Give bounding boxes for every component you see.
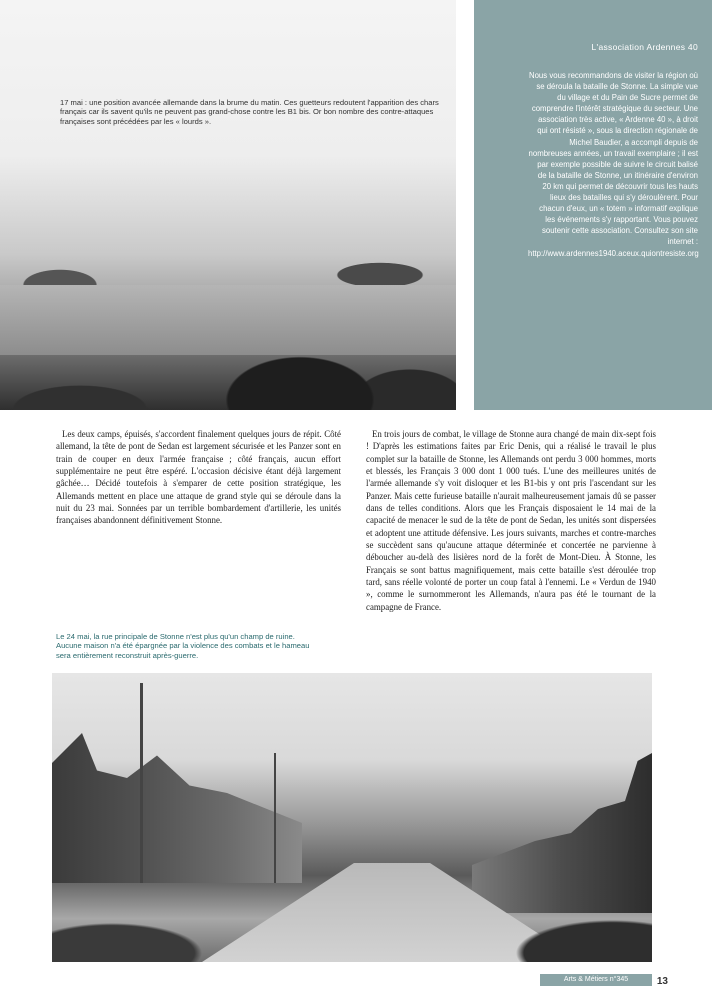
body-text-left: Les deux camps, épuisés, s'accordent finalement quelques jours de répit. Côté allemand, la tête de pont de Sedan est largement sécurisée et les Panzer sont en train de couper en deux l'armée française ; côté français, aucun effort supplémentaire ne peut être espéré. L'occasion décisive étant déjà largement gâchée… Décidé toutefois à s'emparer de cette position stratégique, les Allemands mettent en place une attaque de grand style qui se déroule dans la nuit du 23 mai. Sonnées par un terrible bombardement d'artillerie, les unités françaises abandonnent définitivement Stonne. (56, 429, 341, 526)
sidebar-text: Nous vous recommandons de visiter la région où se déroula la bataille de Stonne. La simple vue du village et du Pain de Sucre permet de comprendre l'intérêt stratégique du secteur. Une association très active, « Ardenne 40 », à droit qui ont résisté », sous la direction régionale de Michel Baudier, a accompli depuis de nombreuses années, un travail exemplaire ; il est par exemple possible de suivre le circuit balisé de la bataille de Stonne, un itinéraire d'environ 20 km qui permet de découvrir tous les hauts lieux des batailles qui s'y déroulèrent. Pour chacun d'eux, un « totem » informatif explique les événements s'y rapportant. Vous pouvez soutenir cette association. Consultez son site internet : http://www.ardennes1940.aceux.quiontresiste.org (528, 71, 699, 258)
photo-pole (274, 753, 276, 883)
bottom-photo (52, 673, 652, 962)
photo-bushes (0, 320, 456, 410)
footer-label: Arts & Métiers n°345 (540, 974, 652, 986)
top-photo-caption: 17 mai : une position avancée allemande dans la brume du matin. Ces guetteurs redoutent l'apparition des chars français car ils savent qu'ils ne peuvent pas grand-chose contre les B1 bis. Or bon nombre des contre-attaques françaises sont précédées par les « lourds ». (60, 98, 439, 126)
page-number: 13 (656, 976, 668, 987)
bottom-photo-caption: Le 24 mai, la rue principale de Stonne n'est plus qu'un champ de ruine. Aucune maison n'a été épargnée par la violence des combats et le hameau sera entièrement reconstruit après-guerre. (56, 632, 310, 660)
sidebar-title: L'association Ardennes 40 (591, 42, 698, 52)
photo-ruins-left (52, 733, 302, 883)
sidebar-box (474, 0, 712, 410)
body-text-right: En trois jours de combat, le village de Stonne aura changé de main dix-sept fois ! D'après les estimations faites par Eric Denis, qui a réalisé le travail le plus complet sur la bataille de Stonne, les Allemands ont perdu 3 000 hommes, morts et blessés, les Français 3 000 dont 1 000 tués. L'une des meilleures unités de l'armée allemande s'y voit disloquer et les B1-bis y ont pris l'ascendant sur les Panzer. Mais cette furieuse bataille n'aurait malheureusement jamais dû se passer dans de telles conditions. Alors que les Français disposaient le 14 mai de la capacité de menacer le sud de la tête de pont de Sedan, les unités sont dispersées et adoptent une attitude défensive. Les jours suivants, marches et contre-marches se succèdent sans qu'aucune attaque déterminée et concertée ne parvienne à déboucher au-delà des lisières nord de la forêt de Mont-Dieu. À Stonne, les Français se sont battus magnifiquement, mais cette bataille s'est déroulée trop tard, sans réelle volonté de porter un coup fatal à l'ennemi. Le « Verdun de 1940 », comme le surnommeront les Allemands, n'aura pas été le tournant de la campagne de France. (366, 429, 656, 612)
top-photo (0, 0, 456, 410)
photo-rubble (52, 873, 652, 962)
photo-pole (140, 683, 143, 883)
